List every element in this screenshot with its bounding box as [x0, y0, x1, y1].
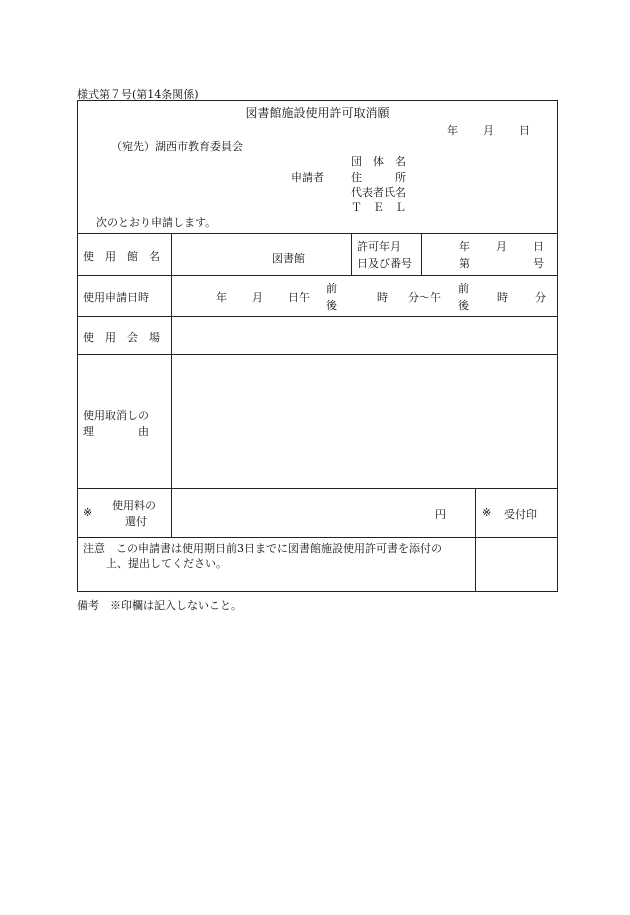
- applicant-label: 申請者: [291, 171, 324, 184]
- permit-divider-left: [351, 233, 352, 275]
- datetime-hour2: 時: [497, 291, 508, 304]
- facility-label: 使 用 館 名: [83, 250, 160, 263]
- refund-yen: 円: [435, 508, 446, 521]
- label-column-divider: [171, 233, 172, 537]
- refund-mark: ※: [83, 506, 93, 519]
- representative-label: 代表者氏名: [351, 186, 406, 199]
- rule-2: [77, 275, 558, 276]
- intro-text: 次のとおり申請します。: [96, 216, 217, 229]
- facility-value: 図書館: [272, 252, 305, 265]
- rule-4: [77, 354, 558, 355]
- addressee: （宛先）湖西市教育委員会: [111, 140, 243, 153]
- datetime-month: 月: [252, 291, 263, 304]
- form-title: 図書館施設使用許可取消願: [245, 106, 390, 120]
- address-label: 住 所: [351, 171, 406, 184]
- reason-label-1: 使用取消しの: [83, 409, 149, 422]
- tel-label: Ｔ Ｅ Ｌ: [351, 201, 406, 214]
- refund-label-1: 使用料の: [112, 499, 156, 512]
- permit-label-2: 日及び番号: [357, 257, 412, 270]
- rule-1: [77, 233, 558, 234]
- venue-label: 使 用 会 場: [83, 331, 160, 344]
- refund-label-2: 還付: [125, 515, 147, 528]
- datetime-am2: 前: [458, 282, 469, 295]
- rule-6: [77, 537, 558, 538]
- stamp-label: 受付印: [504, 508, 537, 521]
- stamp-divider: [475, 488, 476, 592]
- permit-no-prefix: 第: [459, 257, 470, 270]
- datetime-label: 使用申請日時: [83, 291, 149, 304]
- datetime-pm: 後: [326, 299, 337, 312]
- group-name-label: 団 体 名: [351, 155, 406, 168]
- date-year: 年: [447, 124, 458, 137]
- stamp-mark: ※: [482, 506, 492, 519]
- permit-label-1: 許可年月: [357, 240, 401, 253]
- datetime-year: 年: [216, 291, 227, 304]
- form-number: 様式第７号(第14条関係): [77, 88, 199, 101]
- rule-3: [77, 316, 558, 317]
- remarks: 備考 ※印欄は記入しないこと。: [77, 599, 242, 612]
- note-line-1: 注意 この申請書は使用期日前3日までに図書館施設使用許可書を添付の: [83, 542, 442, 555]
- datetime-am: 前: [326, 282, 337, 295]
- permit-day: 日: [533, 240, 544, 253]
- note-line-2: 上、提出してください。: [106, 557, 227, 570]
- datetime-minute2: 分: [535, 291, 546, 304]
- permit-no-suffix: 号: [533, 257, 544, 270]
- datetime-minute-to: 分～午: [408, 291, 441, 304]
- permit-year: 年: [459, 240, 470, 253]
- permit-divider-right: [421, 233, 422, 275]
- reason-label-2: 理 由: [83, 425, 149, 438]
- date-month: 月: [483, 124, 494, 137]
- permit-month: 月: [496, 240, 507, 253]
- rule-5: [77, 488, 558, 489]
- datetime-pm2: 後: [458, 299, 469, 312]
- datetime-hour: 時: [377, 291, 388, 304]
- date-day: 日: [519, 124, 530, 137]
- datetime-day-ampm: 日午: [288, 291, 310, 304]
